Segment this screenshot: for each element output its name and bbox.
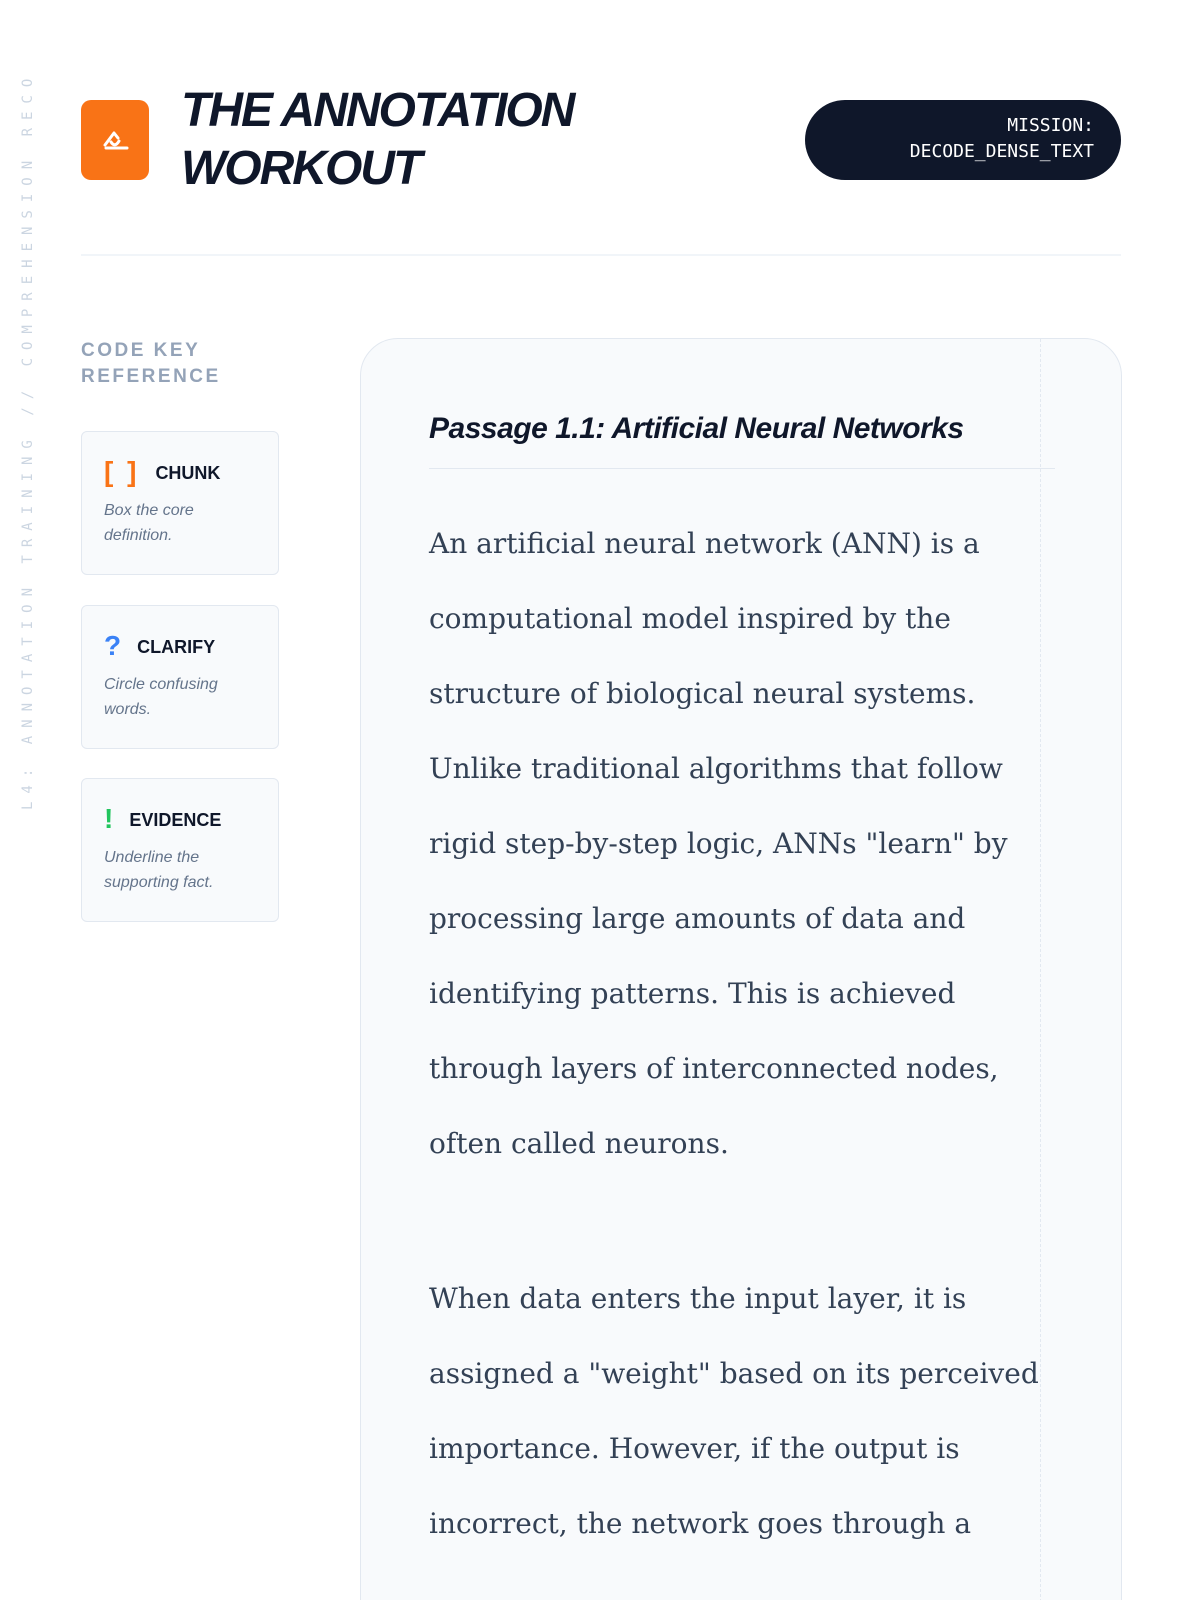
key-description-line: Circle confusing [104, 676, 218, 693]
passage-line[interactable]: through layers of interconnected nodes, [429, 1052, 999, 1085]
key-description [104, 498, 254, 548]
bracket-icon: [ ] [104, 456, 140, 487]
key-description-line: Box the core [104, 502, 194, 519]
passage-title: Passage 1.1: Artificial Neural Networks [429, 412, 964, 445]
key-description-line: definition. [104, 527, 173, 544]
header-divider [81, 254, 1121, 256]
title-line-1: THE ANNOTATION [181, 84, 574, 137]
key-description-line: Underline the [104, 849, 200, 866]
passage-title-rule [429, 468, 1055, 469]
key-card-clarify [81, 605, 279, 749]
vertical-section-label: L4: ANNOTATION TRAINING // COMPREHENSION RECO [20, 70, 36, 810]
key-description [104, 672, 254, 722]
title-line-2: WORKOUT [181, 142, 421, 195]
exclamation-icon: ! [104, 803, 114, 834]
mission-label: MISSION: [1007, 115, 1094, 136]
key-card-evidence [81, 778, 279, 922]
key-name: EVIDENCE [129, 810, 222, 830]
passage-panel [360, 338, 1122, 1600]
page-header [81, 82, 1121, 195]
passage-line[interactable]: processing large amounts of data and [429, 902, 966, 935]
passage-line[interactable]: importance. However, if the output is [429, 1432, 960, 1465]
passage-line[interactable]: Unlike traditional algorithms that follow [429, 752, 1003, 785]
passage-line[interactable]: When data enters the input layer, it is [429, 1282, 967, 1315]
passage-body[interactable] [429, 506, 1049, 1600]
code-key-heading-line-2: REFERENCE [81, 366, 221, 387]
key-card-chunk [81, 431, 279, 575]
code-key-heading-line-1: CODE KEY [81, 340, 201, 361]
key-description [104, 845, 254, 895]
question-mark-icon: ? [104, 630, 122, 661]
key-description-line: words. [104, 701, 152, 718]
page-title [181, 82, 661, 198]
passage-line[interactable]: identifying patterns. This is achieved [429, 977, 956, 1010]
passage-line[interactable]: incorrect, the network goes through a [429, 1507, 972, 1540]
key-description-line: supporting fact. [104, 874, 214, 891]
signature-icon [97, 120, 133, 161]
passage-line[interactable]: often called neurons. [429, 1127, 729, 1160]
passage-line[interactable]: An artificial neural network (ANN) is a [429, 527, 980, 560]
passage-line[interactable]: structure of biological neural systems. [429, 677, 976, 710]
key-name: CLARIFY [137, 637, 216, 657]
passage-line[interactable]: computational model inspired by the [429, 602, 951, 635]
key-name: CHUNK [155, 463, 221, 483]
passage-paragraph-2[interactable] [429, 1261, 1049, 1561]
code-key-heading [81, 338, 281, 390]
logo-badge [81, 100, 149, 180]
mission-badge [805, 100, 1121, 180]
mission-value: DECODE_DENSE_TEXT [909, 141, 1094, 162]
passage-line[interactable]: rigid step-by-step logic, ANNs "learn" by [429, 827, 1008, 860]
passage-paragraph-1[interactable] [429, 506, 1049, 1181]
passage-line[interactable]: assigned a "weight" based on its perceived [429, 1357, 1039, 1390]
